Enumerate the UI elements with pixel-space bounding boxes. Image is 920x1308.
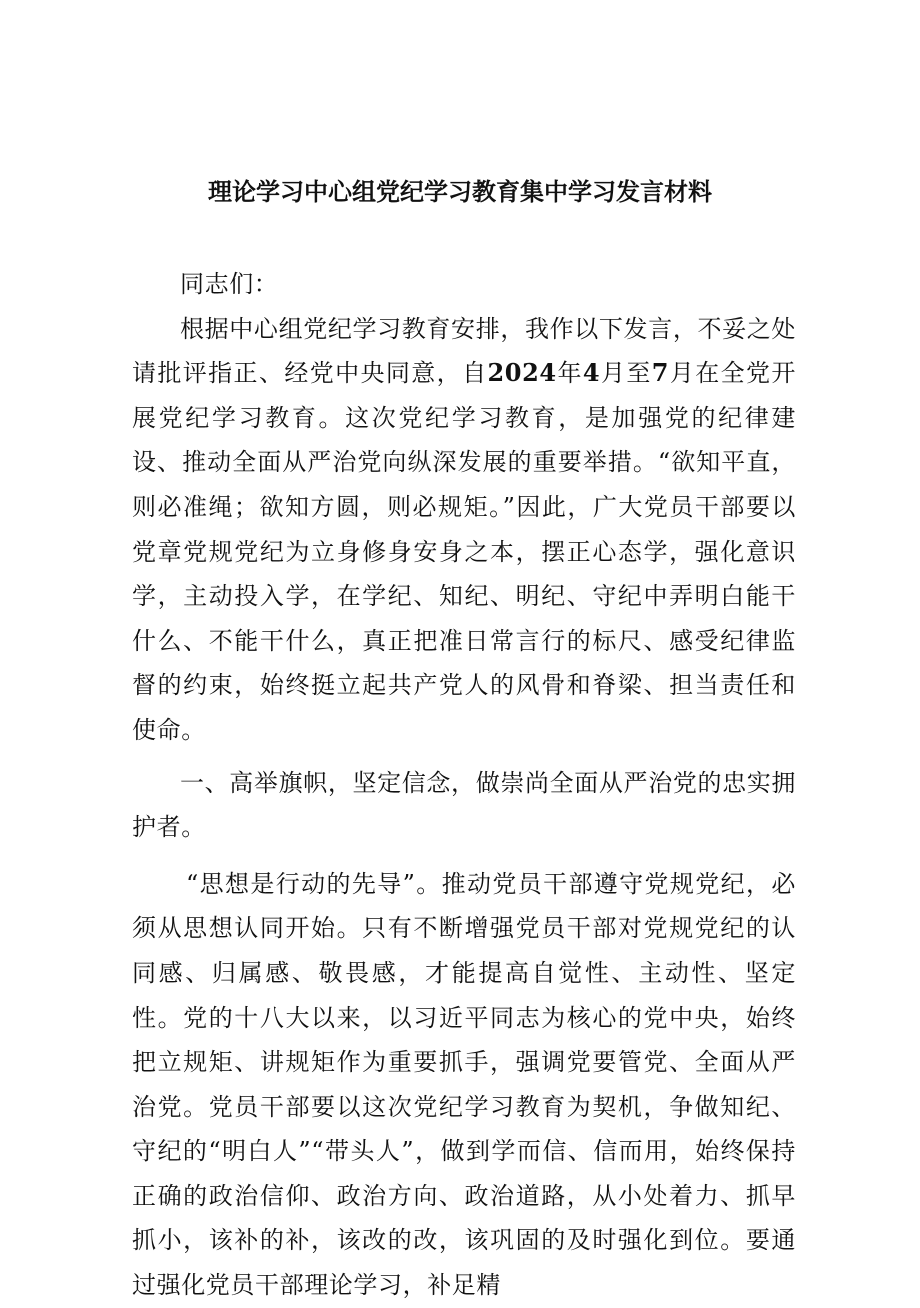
document-title: 理论学习中心组党纪学习教育集中学习发言材料: [208, 178, 712, 206]
salutation: 同志们：: [180, 270, 279, 298]
document-body: [132, 262, 796, 1308]
paragraph-intro-part1: 根据中心组党纪学习教育安排，我作以下发言，不妥之处请批评指正、经党中央同意，自: [132, 314, 796, 388]
paragraph-intro: [132, 307, 796, 753]
paragraph-intro-part3: 月至: [600, 359, 652, 388]
paragraph-intro-part4: 月在全党开展党纪学习教育。这次党纪学习教育，是加强党的纪律建设、推动全面从严治党向纵深发展的重要举措。“欲知平直，则必准绳；欲知方圆，则必规矩。”因此，广大党员干部要以党章党规党纪为立身修身安身之本，摆正心态学，强化意识学，主动投入学，在学纪、知纪、明纪、守纪中弄明白能干什么、不能干什么，真正把准日常言行的标尺、感受纪律监督的约束，始终挺立起共产党人的风骨和脊梁、担当责任和使命。: [132, 359, 797, 744]
section-heading-1: 一、高举旗帜，坚定信念，做崇尚全面从严治党的忠实拥护者。: [132, 768, 796, 842]
year-number: 2024: [487, 358, 557, 388]
paragraph-intro-part2: 年: [556, 359, 583, 388]
paragraph-section-1: “思想是行动的先导”。推动党员干部遵守党规党纪，必须从思想认同开始。只有不断增强党员干部对党规党纪的认同感、归属感、敬畏感，才能提高自觉性、主动性、坚定性。党的十八大以来，以习近平同志为核心的党中央，始终把立规矩、讲规矩作为重要抓手，强调党要管党、全面从严治党。党员干部要以这次党纪学习教育为契机，争做知纪、守纪的“明白人”“带头人”，做到学而信、信而用，始终保持正确的政治信仰、政治方向、政治道路，从小处着力、抓早抓小，该补的补，该改的改，该巩固的及时强化到位。要通过强化党员干部理论学习，补足精: [132, 869, 796, 1300]
start-month-number: 4: [582, 358, 601, 388]
end-month-number: 7: [651, 358, 670, 388]
